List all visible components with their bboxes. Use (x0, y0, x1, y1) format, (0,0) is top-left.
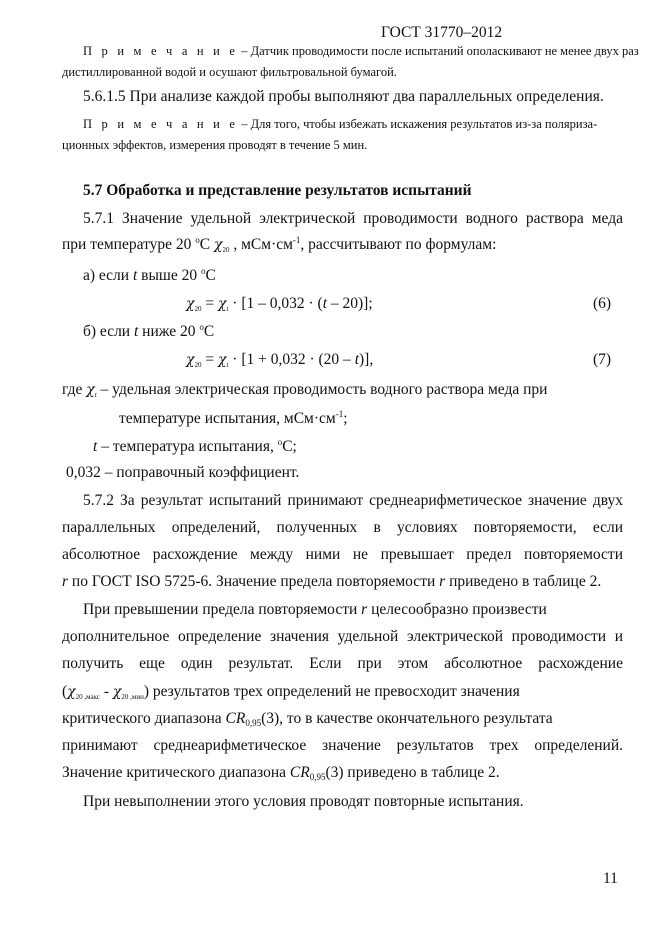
paragraph-5-7-2-line-3: абсолютное расхождение между ними не превышает предел повторяемости (62, 546, 623, 563)
paragraph-exceed-line-3: получить еще один результат. Если при этом абсолютное расхождение (62, 655, 623, 672)
where-definition-2: t – температура испытания, $^o$C; (93, 437, 297, 455)
where-definition-3: 0,032 – поправочный коэффициент. (66, 464, 300, 481)
paragraph-5-7-1-line-2: при температуре 20 $^o$C $\chi_{20}$ , $мСм\cdot см^{-1}$, рассчитывают по формулам: (62, 235, 497, 254)
case-b-condition: б) если t ниже 20 $^o$C (83, 322, 215, 340)
note-1-label: П р и м е ч а н и е (83, 44, 239, 58)
paragraph-5-7-1-line-1: 5.7.1 Значение удельной электрической проводимости водного раствора меда (83, 210, 623, 227)
page-number: 11 (603, 870, 618, 887)
note-1-line-1: П р и м е ч а н и е – Датчик проводимости после испытаний ополаскивают не менее двух раз (83, 44, 639, 58)
paragraph-exceed-line-7: Значение критического диапазона $CR_{0,95}(3)$ приведено в таблице 2. (62, 764, 500, 782)
paragraph-exceed-line-5: критического диапазона $CR_{0,95}(3)$, то в качестве окончательного результата (62, 710, 553, 728)
where-definition-1: где $\chi_t$ – удельная электрическая проводимость водного раствора меда при (62, 381, 548, 399)
standard-header: ГОСТ 31770–2012 (381, 24, 503, 41)
formula-7: $\chi_{20} = \chi_t \cdot [1 + 0,032 \cdot (20 - t)]$, (186, 351, 374, 369)
note-1-line-2: дистиллированной водой и осушают фильтровальной бумагой. (62, 65, 397, 79)
case-a-condition: а) если t выше 20 $^o$C (83, 266, 216, 284)
section-heading: 5.7 Обработка и представление результатов испытаний (83, 182, 472, 199)
formula-6-number: (6) (593, 295, 612, 312)
note-2-label: П р и м е ч а н и е (83, 117, 239, 131)
paragraph-exceed-line-1: При превышении предела повторяемости r целесообразно произвести (83, 601, 547, 618)
paragraph-exceed-line-6: принимают среднеарифметическое значение результатов трех определений. (62, 737, 623, 754)
formula-6: $\chi_{20} = \chi_t \cdot [1 - 0,032 \cdot (t - 20)]$; (186, 295, 373, 313)
paragraph-final: При невыполнении этого условия проводят повторные испытания. (83, 793, 524, 810)
note-2-line-1: П р и м е ч а н и е – Для того, чтобы избежать искажения результатов из-за поляриза- (83, 117, 598, 131)
paragraph-5-6-1-5: 5.6.1.5 При анализе каждой пробы выполняют два параллельных определения. (83, 88, 604, 105)
paragraph-exceed-line-4: $(\chi_{20 ,макс} - \chi_{20 ,мин})$ результатов трех определений не превосходит значения (62, 683, 520, 701)
where-definition-1-cont: температуре испытания, $мСм\cdot см^{-1}$; (119, 409, 348, 427)
paragraph-5-7-2-line-4: r по ГОСТ ISO 5725-6. Значение предела повторяемости r приведено в таблице 2. (62, 573, 602, 590)
chi-symbol: χ (214, 237, 223, 253)
note-2-line-2: ционных эффектов, измерения проводят в течение 5 мин. (62, 138, 368, 152)
paragraph-exceed-line-2: дополнительное определение значения удельной электрической проводимости и (62, 628, 623, 645)
paragraph-5-7-2-line-2: параллельных определений, полученных в условиях повторяемости, если (62, 519, 623, 536)
paragraph-5-7-2-line-1: 5.7.2 За результат испытаний принимают среднеарифметическое значение двух (83, 492, 623, 509)
formula-7-number: (7) (593, 351, 612, 368)
